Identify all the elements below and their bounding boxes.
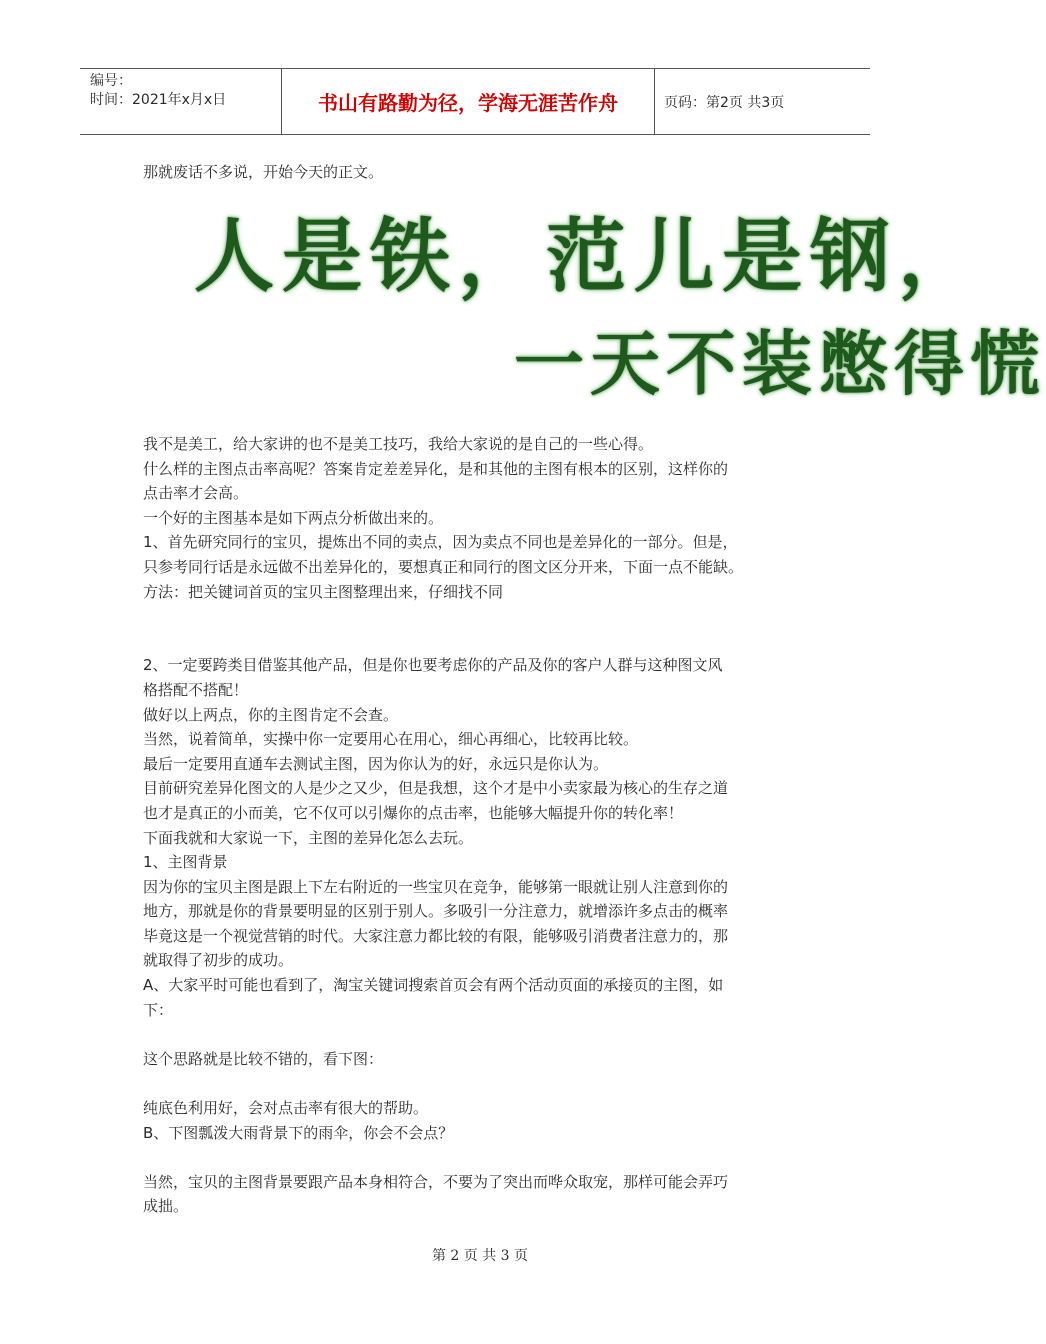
blank-line [143, 604, 823, 629]
banner-line-2: 一天不装憋得慌 [514, 323, 1046, 405]
paragraph-line: 只参考同行话是永远做不出差异化的，要想真正和同行的图文区分开来，下面一点不能缺。 [143, 557, 744, 576]
paragraph-line: 格搭配不搭配！ [143, 680, 249, 699]
paragraph-line: 毕竟这是一个视觉营销的时代。大家注意力都比较的有限，能够吸引消费者注意力的，那 [143, 926, 729, 945]
banner-image [180, 190, 1046, 405]
paragraph-line: 2、一定要跨类目借鉴其他产品，但是你也要考虑你的产品及你的客户人群与这种图文风 [143, 656, 723, 675]
paragraph-line: 纯底色利用好，会对点击率有很大的帮助。 [143, 1099, 429, 1118]
paragraph-line: 当然，宝贝的主图背景要跟产品本身相符合，不要为了突出而哗众取宠，那样可能会弄巧 [143, 1172, 729, 1191]
header-meta [80, 69, 282, 134]
paragraph-line: 1、主图背景 [143, 853, 228, 872]
blank-line [143, 629, 823, 654]
blank-line [143, 1071, 823, 1096]
document-number: 编号： [90, 73, 132, 89]
paragraph-line: 我不是美工，给大家讲的也不是美工技巧，我给大家说的是自己的一些心得。 [143, 435, 654, 453]
paragraph-line: 最后一定要用直通车去测试主图，因为你认为的好，永远只是你认为。 [143, 754, 609, 773]
paragraph-line: 就取得了初步的成功。 [143, 951, 294, 970]
paragraph-line: 当然，说着简单，实操中你一定要用心在用心，细心再细心，比较再比较。 [143, 730, 639, 749]
paragraph-line: 因为你的宝贝主图是跟上下左右附近的一些宝贝在竞争，能够第一眼就让别人注意到你的 [143, 877, 729, 896]
paragraph-line: 下： [143, 1000, 174, 1019]
paragraph-line: 也才是真正的小而美，它不仅可以引爆你的点击率，也能够大幅提升你的转化率！ [143, 803, 684, 822]
paragraph-line: 做好以上两点，你的主图肯定不会查。 [143, 705, 399, 724]
header-motto: 书山有路勤为径，学海无涯苦作舟 [282, 69, 655, 134]
paragraph-line: A、大家平时可能也看到了，淘宝关键词搜索首页会有两个活动页面的承接页的主图，如 [143, 976, 724, 995]
page-header [80, 68, 870, 135]
paragraph-line: 地方，那就是你的背景要明显的区别于别人。多吸引一分注意力，就增添许多点击的概率 [143, 902, 729, 921]
paragraph-line: 一个好的主图基本是如下两点分析做出来的。 [143, 508, 444, 527]
banner-line-1: 人是铁，范儿是钢， [194, 210, 986, 303]
paragraph-line: 下面我就和大家说一下，主图的差异化怎么去玩。 [143, 828, 474, 847]
paragraph-line: 点击率才会高。 [143, 484, 249, 503]
paragraph-line: B、下图瓢泼大雨背景下的雨伞，你会不会点？ [143, 1123, 454, 1142]
header-page-number: 页码：第2页 共3页 [664, 94, 785, 111]
article-body [143, 432, 823, 1219]
blank-line [143, 1145, 823, 1170]
paragraph-line: 成拙。 [143, 1197, 189, 1216]
paragraph-line: 这个思路就是比较不错的，看下图： [143, 1049, 384, 1068]
paragraph-line: 1、首先研究同行的宝贝，提炼出不同的卖点，因为卖点不同也是差异化的一部分。但是， [143, 533, 738, 552]
paragraph-line: 什么样的主图点击率高呢？答案肯定差差异化，是和其他的主图有根本的区别，这样你的 [143, 459, 729, 478]
intro-text: 那就废话不多说，开始今天的正文。 [143, 163, 384, 181]
paragraph-line: 目前研究差异化图文的人是少之又少，但是我想，这个才是中小卖家最为核心的生存之道 [143, 779, 729, 798]
blank-line [143, 1022, 823, 1047]
page-footer: 第 2 页 共 3 页 [431, 1248, 529, 1264]
paragraph-line: 方法：把关键词首页的宝贝主图整理出来，仔细找不同 [143, 582, 504, 601]
document-date: 时间：2021年x月x日 [90, 92, 227, 108]
